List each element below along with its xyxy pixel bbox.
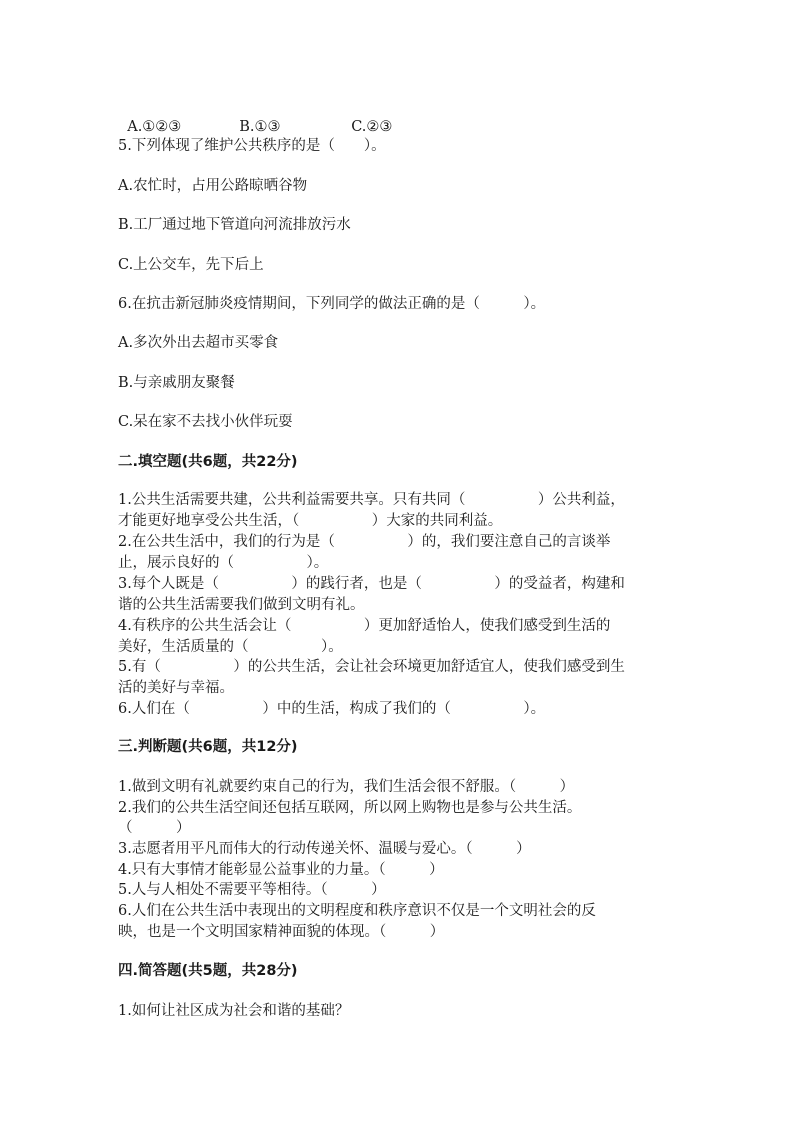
fill-line: 止，展示良好的（ ）。 xyxy=(118,555,329,571)
short-answer-line: 1.如何让社区成为社会和谐的基础？ xyxy=(118,1003,350,1019)
section2-heading: 二.填空题(共6题，共22分) xyxy=(118,454,298,470)
fill-line: 谐的公共生活需要我们做到文明有礼。 xyxy=(118,597,365,613)
q6-option-c: C.呆在家不去找小伙伴玩耍 xyxy=(118,414,293,430)
fill-line: 2.在公共生活中，我们的行为是（ ）的，我们要注意自己的言谈举 xyxy=(118,534,611,550)
judge-line: 4.只有大事情才能彰显公益事业的力量。（ ） xyxy=(118,862,444,878)
q5-stem: 5.下列体现了维护公共秩序的是（ ）。 xyxy=(118,138,386,154)
fill-line: 3.每个人既是（ ）的践行者，也是（ ）的受益者，构建和 xyxy=(118,576,625,592)
q5-option-b: B.工厂通过地下管道向河流排放污水 xyxy=(118,217,351,233)
judge-line: （ ） xyxy=(118,820,191,836)
q6-stem: 6.在抗击新冠肺炎疫情期间，下列同学的做法正确的是（ ）。 xyxy=(118,296,546,312)
q4-option-a: A.①②③ xyxy=(127,119,182,135)
fill-line: 1.公共生活需要共建，公共利益需要共享。只有共同（ ）公共利益， xyxy=(118,492,625,508)
judge-line: 2.我们的公共生活空间还包括互联网，所以网上购物也是参与公共生活。 xyxy=(118,800,582,816)
judge-line: 3.志愿者用平凡而伟大的行动传递关怀、温暖与爱心。（ ） xyxy=(118,841,531,857)
q5-option-c: C.上公交车，先下后上 xyxy=(118,257,264,273)
judge-line: 映，也是一个文明国家精神面貌的体现。（ ） xyxy=(118,924,445,940)
judge-line: 1.做到文明有礼就要约束自己的行为，我们生活会很不舒服。（ ） xyxy=(118,779,575,795)
fill-line: 美好，生活质量的（ ）。 xyxy=(118,639,343,655)
q6-option-b: B.与亲戚朋友聚餐 xyxy=(118,375,235,391)
q4-option-c: C.②③ xyxy=(351,119,393,135)
fill-line: 4.有秩序的公共生活会让（ ）更加舒适怡人，使我们感受到生活的 xyxy=(118,618,611,634)
q5-option-a: A.农忙时，占用公路晾晒谷物 xyxy=(118,178,308,194)
judge-line: 6.人们在公共生活中表现出的文明程度和秩序意识不仅是一个文明社会的反 xyxy=(118,903,596,919)
q6-option-a: A.多次外出去超市买零食 xyxy=(118,335,279,351)
judge-line: 5.人与人相处不需要平等相待。（ ） xyxy=(118,882,386,898)
fill-line: 6.人们在（ ）中的生活，构成了我们的（ ）。 xyxy=(118,701,546,717)
fill-line: 5.有（ ）的公共生活，会让社会环境更加舒适宜人，使我们感受到生 xyxy=(118,659,625,675)
section3-heading: 三.判断题(共6题，共12分) xyxy=(118,739,298,755)
section4-heading: 四.简答题(共5题，共28分) xyxy=(118,963,298,979)
fill-line: 才能更好地享受公共生活，（ ）大家的共同利益。 xyxy=(118,513,503,529)
q4-options-row xyxy=(118,97,392,137)
q4-option-b: B.①③ xyxy=(239,119,281,135)
fill-line: 活的美好与幸福。 xyxy=(118,680,234,696)
